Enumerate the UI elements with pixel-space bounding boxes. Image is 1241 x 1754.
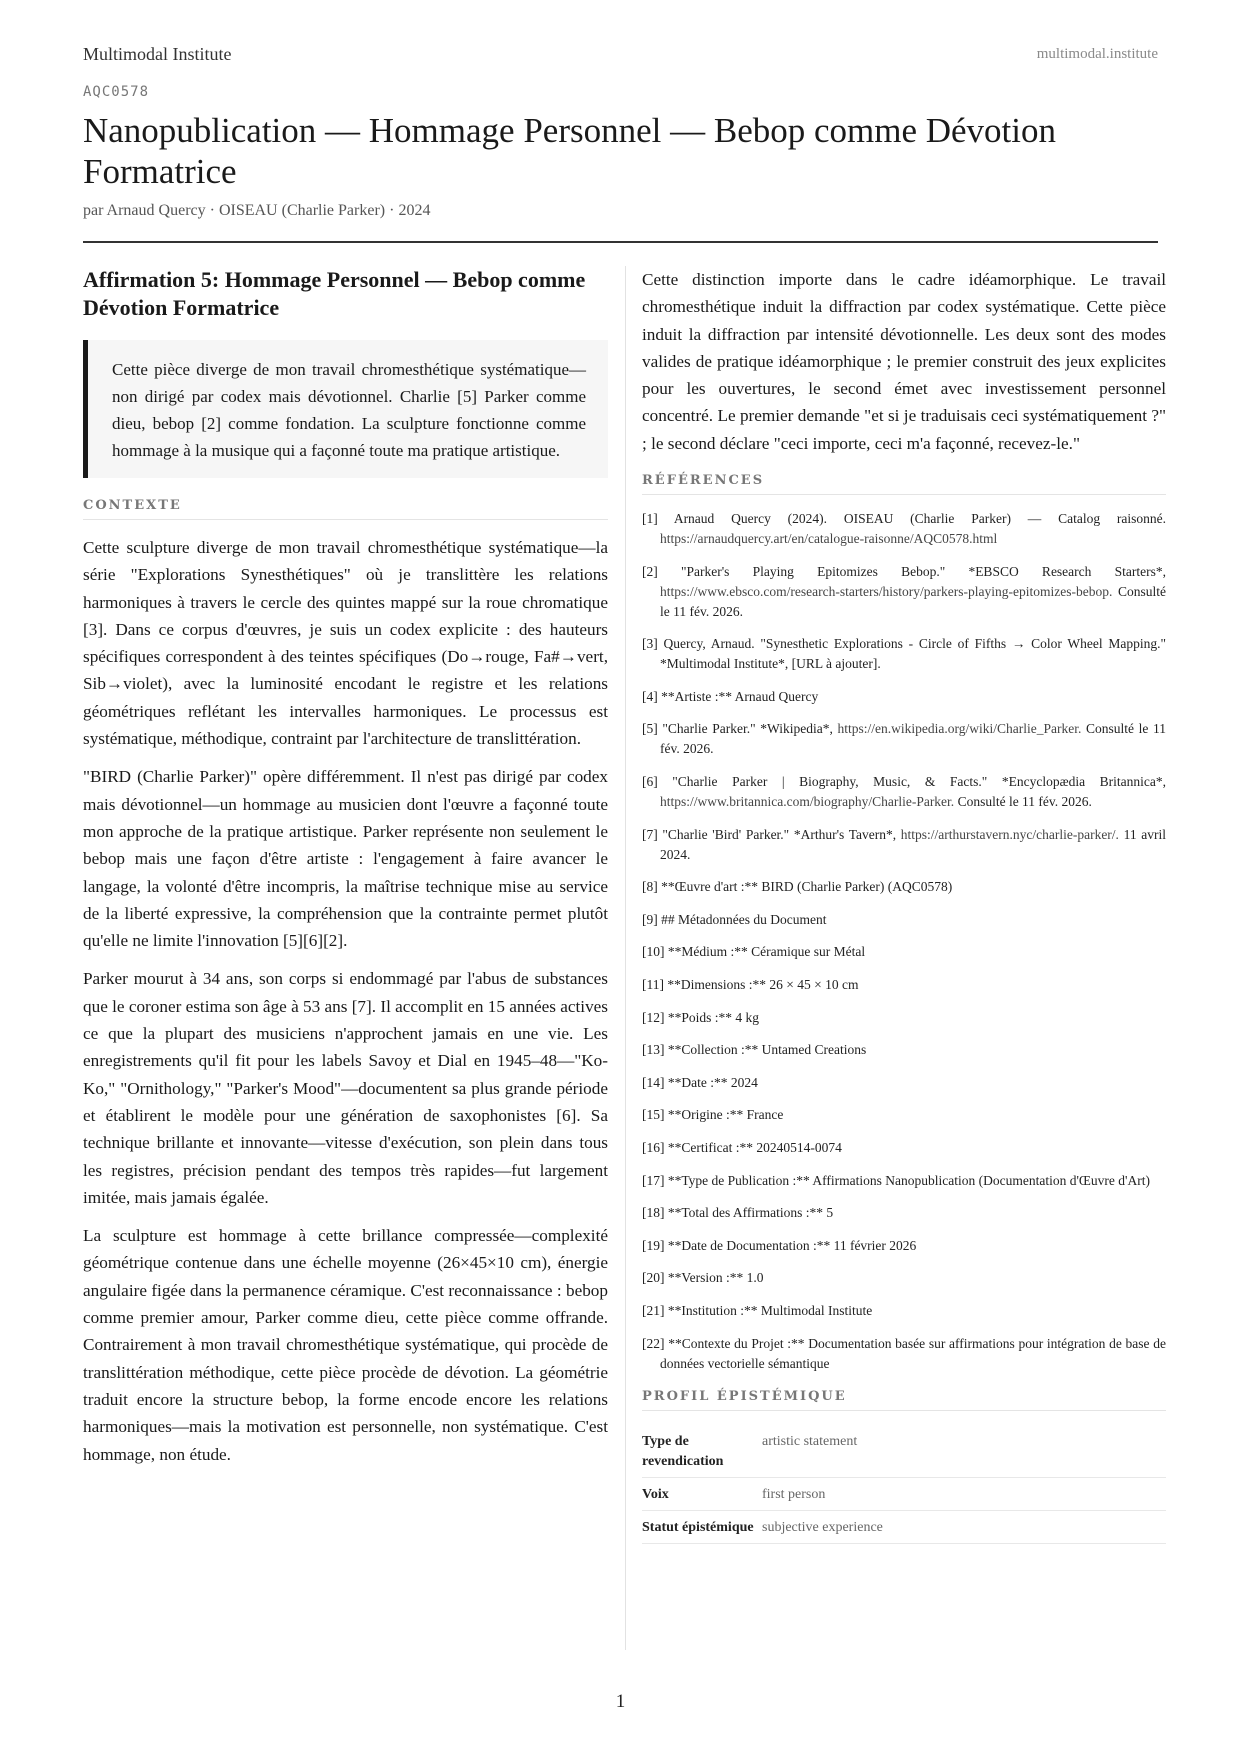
reference-text: [21] **Institution :** Multimodal Institute: [642, 1302, 873, 1318]
reference-item: [642, 719, 1166, 759]
table-row: [642, 1477, 1166, 1510]
reference-item: [642, 772, 1166, 812]
reference-text: [6] "Charlie Parker | Biography, Music, & Facts." *Encyclopædia Britannica*,: [642, 774, 1166, 790]
organization-name: Multimodal Institute: [83, 44, 232, 64]
reference-item: [642, 975, 1166, 995]
header-divider: [83, 241, 1158, 243]
reference-link[interactable]: https://arthurstavern.nyc/charlie-parker/.: [900, 826, 1119, 842]
profile-value: first person: [762, 1477, 1166, 1510]
site-url: multimodal.institute: [1036, 46, 1158, 62]
reference-item: [642, 1138, 1166, 1158]
references-list: [642, 509, 1166, 1373]
claim-quote: Cette pièce diverge de mon travail chromesthétique systématique—non dirigé par codex mais dévotionnel. Charlie [5] Parker comme dieu, bebop [2] comme fondation. La sculpture fonctionne comme hommage à la musique qui a façonné toute ma pratique artistique.: [83, 340, 608, 478]
reference-item: [642, 825, 1166, 865]
reference-access-date: Consulté le 11 fév. 2026.: [660, 721, 1166, 757]
reference-text: [1] Arnaud Quercy (2024). OISEAU (Charlie Parker) — Catalog raisonné.: [642, 511, 1166, 527]
reference-access-date: Consulté le 11 fév. 2026.: [660, 583, 1166, 619]
reference-item: [642, 910, 1166, 930]
reference-text: [18] **Total des Affirmations :** 5: [642, 1205, 834, 1221]
page-title: Nanopublication — Hommage Personnel — Bebop comme Dévotion Formatrice: [83, 111, 1057, 191]
reference-item: [642, 509, 1166, 549]
reference-access-date: 11 avril 2024.: [660, 826, 1166, 862]
reference-access-date: Consulté le 11 fév. 2026.: [954, 794, 1092, 810]
profile-key: Statut épistémique: [642, 1510, 762, 1543]
context-label: CONTEXTE: [83, 498, 608, 520]
profile-key: Type de revendication: [642, 1425, 762, 1478]
page-number: 1: [615, 1691, 626, 1712]
reference-item: [642, 1334, 1166, 1374]
reference-text: [15] **Origine :** France: [642, 1107, 784, 1123]
profile-value: artistic statement: [762, 1425, 1166, 1478]
reference-item: [642, 877, 1166, 897]
reference-item: [642, 1236, 1166, 1256]
reference-item: [642, 1105, 1166, 1125]
reference-item: [642, 1008, 1166, 1028]
page-header: [83, 44, 1158, 68]
context-paragraph: La sculpture est hommage à cette brillance compressée—complexité géométrique contenue dans une échelle moyenne (26×45×10 cm), énergie angulaire figée dans la permanence céramique. C'est reconnaissance : bebop comme premier amour, Parker comme dieu, cette pièce comme offrande. Contrairement à mon travail chromesthétique systématique, qui procède de translittération méthodique, cette pièce procède de dévotion. La géométrie traduit encore la structure bebop, la forme encode encore les relations harmoniques—mais la motivation est personnelle, non systématique. C'est hommage, non étude.: [83, 1226, 608, 1464]
left-column: [83, 266, 608, 1479]
context-paragraph: Parker mourut à 34 ans, son corps si endommagé par l'abus de substances que le coroner estima son âge à 53 ans [7]. Il accomplit en 15 années actives ce que la plupart des musiciens n'approchent jamais en une vie. Les enregistrements qu'il fit pour les labels Savoy et Dial en 1945–48—"Ko-Ko," "Ornithology," "Parker's Mood"—documentent sa plus grande période et établirent le modèle pour une génération de saxophonistes [6]. Sa technique brillante et innovante—vitesse d'exécution, son plein dans tous les registres, précision pendant des tempos très rapides—fut largement imitée, mais jamais égalée.: [83, 969, 608, 1207]
reference-text: [7] "Charlie 'Bird' Parker." *Arthur's Tavern*,: [642, 826, 901, 842]
context-paragraph: Cette sculpture diverge de mon travail chromesthétique systématique—la série "Explorations Synesthétiques" où je translittère les relations harmoniques à travers le cercle des quintes mappé sur la roue chromatique [3]. Dans ce corpus d'œuvres, je suis un codex explicite : des hauteurs spécifiques correspondent à des teintes spécifiques (Do→rouge, Fa#→vert, Sib→violet), avec la luminosité encodant le registre et les relations géométriques reflétant les intervalles harmoniques. Le processus est systématique, méthodique, contraint par l'architecture de translittération.: [83, 538, 608, 749]
reference-item: [642, 1171, 1166, 1191]
right-column: [642, 266, 1166, 1544]
document-code: AQC0578: [83, 84, 150, 100]
reference-text: [13] **Collection :** Untamed Creations: [642, 1042, 867, 1058]
reference-text: [4] **Artiste :** Arnaud Quercy: [642, 688, 819, 704]
reference-link[interactable]: https://www.ebsco.com/research-starters/history/parkers-playing-epitomizes-bebop.: [660, 583, 1113, 599]
reference-text: [20] **Version :** 1.0: [642, 1270, 764, 1286]
reference-text: [12] **Poids :** 4 kg: [642, 1009, 760, 1025]
reference-item: [642, 1301, 1166, 1321]
reference-item: [642, 942, 1166, 962]
reference-text: [19] **Date de Documentation :** 11 février 2026: [642, 1237, 917, 1253]
reference-link[interactable]: https://en.wikipedia.org/wiki/Charlie_Parker.: [837, 721, 1082, 737]
profile-label: PROFIL ÉPISTÉMIQUE: [642, 1389, 1166, 1411]
reference-link[interactable]: https://www.britannica.com/biography/Charlie-Parker.: [660, 794, 955, 810]
byline: par Arnaud Quercy · OISEAU (Charlie Parker) · 2024: [83, 202, 431, 219]
table-row: [642, 1510, 1166, 1543]
profile-key: Voix: [642, 1477, 762, 1510]
reference-text: [8] **Œuvre d'art :** BIRD (Charlie Parker) (AQC0578): [642, 879, 953, 895]
reference-text: [5] "Charlie Parker." *Wikipedia*,: [642, 721, 838, 737]
reference-link[interactable]: https://arnaudquercy.art/en/catalogue-raisonne/AQC0578.html: [660, 531, 998, 547]
references-label: RÉFÉRENCES: [642, 473, 1166, 495]
reference-text: [14] **Date :** 2024: [642, 1074, 758, 1090]
reference-text: [16] **Certificat :** 20240514-0074: [642, 1139, 842, 1155]
epistemic-profile-table: [642, 1425, 1166, 1544]
reference-item: [642, 1203, 1166, 1223]
table-row: [642, 1425, 1166, 1478]
reference-text: [22] **Contexte du Projet :** Documentation basée sur affirmations pour intégration de base de données vectorielle sémantique: [642, 1335, 1166, 1371]
reference-text: [10] **Médium :** Céramique sur Métal: [642, 944, 866, 960]
claim-heading: Affirmation 5: Hommage Personnel — Bebop comme Dévotion Formatrice: [83, 267, 586, 320]
context-paragraph: "BIRD (Charlie Parker)" opère différemment. Il n'est pas dirigé par codex mais dévotionnel—un hommage au musicien dont l'œuvre a façonné toute mon approche de la pratique artistique. Parker représente non seulement le bebop mais une façon d'être artiste : l'engagement à faire avancer le langage, la volonté d'être incompris, la maîtrise technique mise au service de la liberté expressive, la compréhension que la contrainte permet plutôt qu'elle ne limite l'innovation [5][6][2].: [83, 767, 608, 951]
reference-item: [642, 562, 1166, 622]
intro-paragraph: Cette distinction importe dans le cadre idéamorphique. Le travail chromesthétique induit la diffraction par codex systématique. Cette pièce induit la diffraction par intensité dévotionnelle. Les deux sont des modes valides de pratique idéamorphique ; le premier construit des jeux explicites pour les ouvertures, le second émet avec investissement personnel concentré. Le premier demande "et si je traduisais ceci systématiquement ?" ; le second déclare "ceci importe, ceci m'a façonné, recevez-le.": [642, 270, 1166, 453]
reference-text: [3] Quercy, Arnaud. "Synesthetic Explorations - Circle of Fifths → Color Wheel Mapping." *Multimodal Institute*, [URL à ajouter].: [642, 636, 1166, 672]
reference-item: [642, 1268, 1166, 1288]
column-divider: [625, 266, 626, 1650]
reference-text: [2] "Parker's Playing Epitomizes Bebop." *EBSCO Research Starters*,: [642, 563, 1166, 579]
reference-text: [9] ## Métadonnées du Document: [642, 911, 827, 927]
reference-item: [642, 634, 1166, 674]
reference-item: [642, 687, 1166, 707]
reference-item: [642, 1040, 1166, 1060]
reference-text: [17] **Type de Publication :** Affirmations Nanopublication (Documentation d'Œuvre d'Art): [642, 1172, 1150, 1188]
reference-text: [11] **Dimensions :** 26 × 45 × 10 cm: [642, 977, 859, 993]
profile-value: subjective experience: [762, 1510, 1166, 1543]
reference-item: [642, 1073, 1166, 1093]
